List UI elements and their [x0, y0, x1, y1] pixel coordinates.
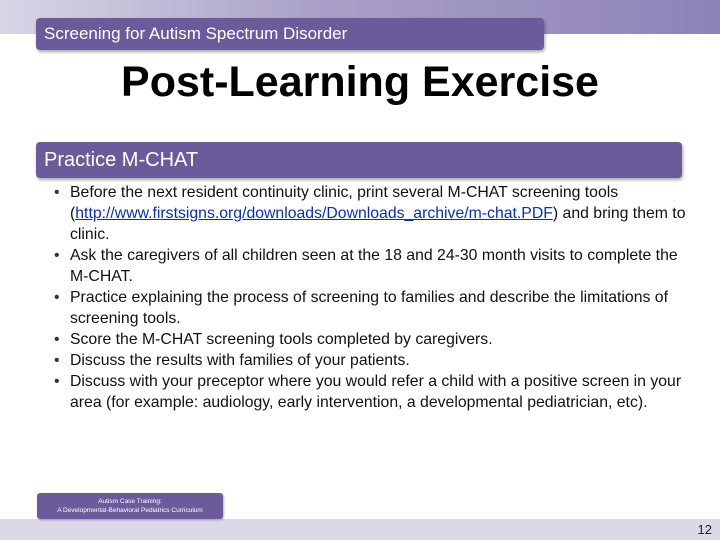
bullet-item-caregivers — [52, 245, 692, 287]
footer-line-1: Autism Case Training: — [98, 498, 162, 505]
bullet-text: Score the M-CHAT screening tools completed by caregivers. — [70, 331, 493, 348]
bullet-text: Discuss the results with families of your patients. — [70, 352, 410, 369]
bullet-text: Discuss with your preceptor where you would refer a child with a positive screen in your area (for example: audiology, early intervention, a developmental pediatrician, etc). — [70, 373, 682, 411]
bullet-item-score — [52, 329, 692, 350]
header-label: Screening for Autism Spectrum Disorder — [44, 24, 348, 43]
bullet-text: Practice explaining the process of screening to families and describe the limitations of screening tools. — [70, 289, 668, 327]
bullet-item-discuss-results — [52, 350, 692, 371]
bullet-dot: • — [54, 331, 60, 348]
bullet-text: Before the next resident continuity clinic, print several M-CHAT screening tools ( — [70, 184, 619, 222]
bullet-text: Ask the caregivers of all children seen at the 18 and 24-30 month visits to complete the M-CHAT. — [70, 247, 678, 285]
slide-title: Post-Learning Exercise — [121, 58, 599, 106]
header-tab — [36, 18, 544, 50]
section-label: Practice M-CHAT — [44, 149, 199, 171]
bullet-item-practice — [52, 287, 692, 329]
bullet-item-preceptor — [52, 371, 692, 413]
bullet-text: ) and bring them to clinic. — [70, 205, 686, 243]
footer-line-2: A Developmental-Behavioral Pediatrics Curriculum — [57, 507, 203, 514]
bullet-dot: • — [54, 247, 60, 264]
mchat-pdf-link[interactable]: http://www.firstsigns.org/downloads/Downloads_archive/m-chat.PDF — [75, 205, 553, 222]
bullet-item-print-mchat — [52, 182, 692, 245]
section-bar — [36, 142, 682, 178]
bottom-band — [0, 519, 720, 540]
bullet-dot: • — [54, 184, 60, 201]
page-number: 12 — [697, 522, 712, 537]
bullet-dot: • — [54, 352, 60, 369]
bullet-dot: • — [54, 373, 60, 390]
bullet-list — [52, 182, 692, 413]
bullet-dot: • — [54, 289, 60, 306]
footer-logo-tab — [37, 493, 223, 519]
